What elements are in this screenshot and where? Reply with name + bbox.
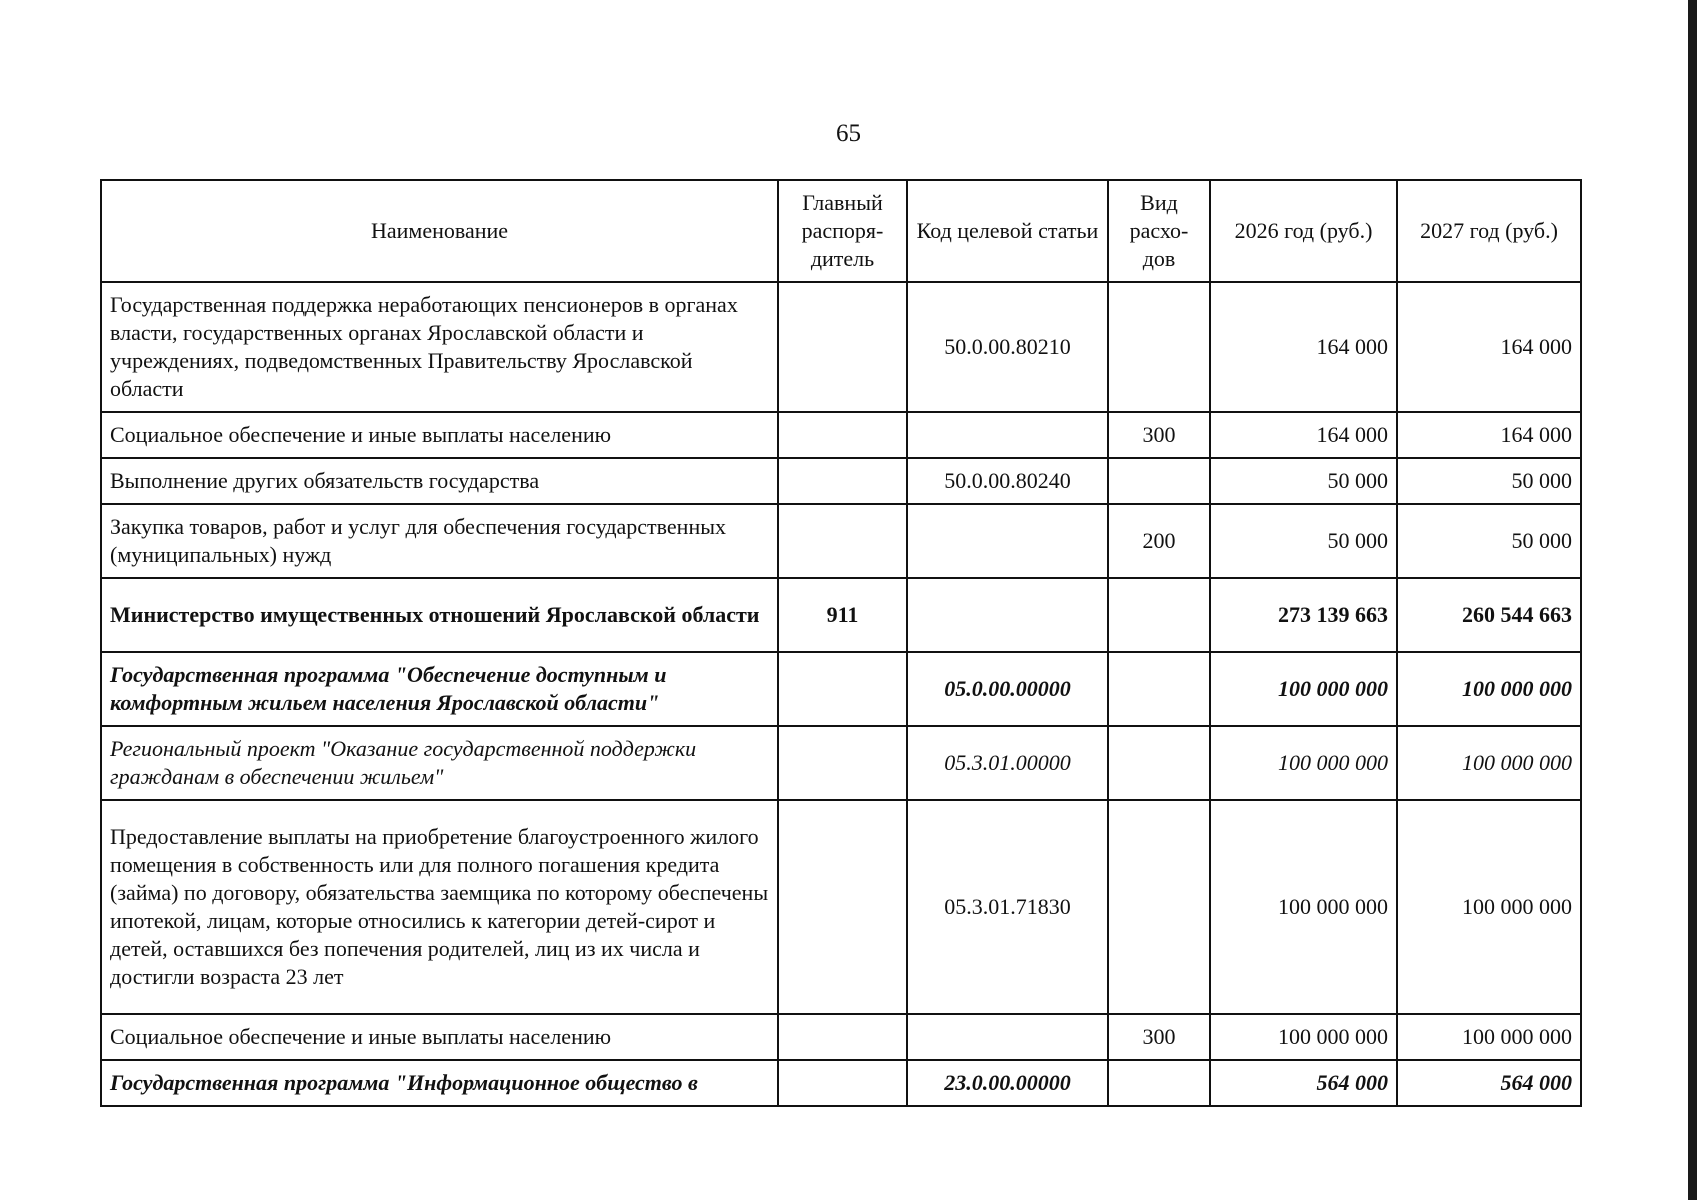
cell-manager: 911 — [778, 578, 907, 652]
cell-2027: 50 000 — [1397, 458, 1581, 504]
cell-manager — [778, 652, 907, 726]
cell-code: 05.0.00.00000 — [907, 652, 1108, 726]
header-code: Код целевой статьи — [907, 180, 1108, 282]
cell-kind — [1108, 282, 1210, 412]
cell-code: 05.3.01.71830 — [907, 800, 1108, 1014]
cell-2027: 164 000 — [1397, 282, 1581, 412]
table-row — [101, 800, 1581, 1014]
table-row — [101, 726, 1581, 800]
cell-2026: 164 000 — [1210, 282, 1397, 412]
table-header-row — [101, 180, 1581, 282]
cell-name: Социальное обеспечение и иные выплаты населению — [101, 1014, 778, 1060]
cell-name: Закупка товаров, работ и услуг для обеспечения государственных (муниципальных) нужд — [101, 504, 778, 578]
cell-kind — [1108, 726, 1210, 800]
cell-manager — [778, 800, 907, 1014]
table-row — [101, 1060, 1581, 1106]
cell-code — [907, 1014, 1108, 1060]
cell-manager — [778, 1060, 907, 1106]
cell-2027: 100 000 000 — [1397, 1014, 1581, 1060]
cell-2027: 50 000 — [1397, 504, 1581, 578]
cell-kind: 300 — [1108, 1014, 1210, 1060]
header-name: Наименование — [101, 180, 778, 282]
cell-2026: 100 000 000 — [1210, 800, 1397, 1014]
cell-2027: 564 000 — [1397, 1060, 1581, 1106]
cell-code — [907, 412, 1108, 458]
cell-code: 23.0.00.00000 — [907, 1060, 1108, 1106]
cell-code: 50.0.00.80210 — [907, 282, 1108, 412]
cell-manager — [778, 282, 907, 412]
cell-name: Выполнение других обязательств государства — [101, 458, 778, 504]
cell-2026: 50 000 — [1210, 504, 1397, 578]
cell-name: Предоставление выплаты на приобретение благоустроенного жилого помещения в собственность или для полного погашения кредита (займа) по договору, обязательства заемщика по которому обеспечены ипотекой, лицам, которые относились к категории детей-сирот и детей, оставшихся без попечения родителей, лиц из их числа и достигли возраста 23 лет — [101, 800, 778, 1014]
cell-name: Региональный проект "Оказание государственной поддержки гражданам в обеспечении жильем" — [101, 726, 778, 800]
cell-manager — [778, 726, 907, 800]
page-edge — [1688, 0, 1697, 1200]
cell-2027: 100 000 000 — [1397, 726, 1581, 800]
table-row — [101, 504, 1581, 578]
table-row — [101, 578, 1581, 652]
cell-kind — [1108, 578, 1210, 652]
table-row — [101, 458, 1581, 504]
cell-2026: 100 000 000 — [1210, 726, 1397, 800]
budget-table — [100, 179, 1582, 1107]
cell-name: Социальное обеспечение и иные выплаты населению — [101, 412, 778, 458]
table-row — [101, 282, 1581, 412]
cell-2027: 100 000 000 — [1397, 800, 1581, 1014]
cell-manager — [778, 504, 907, 578]
header-2026: 2026 год (руб.) — [1210, 180, 1397, 282]
cell-kind — [1108, 800, 1210, 1014]
cell-code — [907, 504, 1108, 578]
cell-manager — [778, 458, 907, 504]
table-row — [101, 652, 1581, 726]
cell-code — [907, 578, 1108, 652]
cell-2027: 260 544 663 — [1397, 578, 1581, 652]
cell-name: Государственная программа "Информационное общество в — [101, 1060, 778, 1106]
cell-kind — [1108, 652, 1210, 726]
cell-2026: 100 000 000 — [1210, 1014, 1397, 1060]
cell-manager — [778, 1014, 907, 1060]
header-kind: Вид расхо-дов — [1108, 180, 1210, 282]
cell-kind: 300 — [1108, 412, 1210, 458]
header-2027: 2027 год (руб.) — [1397, 180, 1581, 282]
cell-2026: 564 000 — [1210, 1060, 1397, 1106]
cell-2026: 50 000 — [1210, 458, 1397, 504]
cell-code: 50.0.00.80240 — [907, 458, 1108, 504]
cell-name: Государственная поддержка неработающих пенсионеров в органах власти, государственных органах Ярославской области и учреждениях, подведомственных Правительству Ярославской области — [101, 282, 778, 412]
cell-2026: 273 139 663 — [1210, 578, 1397, 652]
header-manager: Главный распоря-дитель — [778, 180, 907, 282]
cell-name: Министерство имущественных отношений Ярославской области — [101, 578, 778, 652]
cell-code: 05.3.01.00000 — [907, 726, 1108, 800]
cell-manager — [778, 412, 907, 458]
cell-kind: 200 — [1108, 504, 1210, 578]
cell-kind — [1108, 458, 1210, 504]
cell-2027: 100 000 000 — [1397, 652, 1581, 726]
cell-2026: 164 000 — [1210, 412, 1397, 458]
cell-2027: 164 000 — [1397, 412, 1581, 458]
table-row — [101, 412, 1581, 458]
cell-2026: 100 000 000 — [1210, 652, 1397, 726]
page-number: 65 — [836, 120, 861, 147]
cell-name: Государственная программа "Обеспечение доступным и комфортным жильем населения Ярославской области" — [101, 652, 778, 726]
cell-kind — [1108, 1060, 1210, 1106]
table-row — [101, 1014, 1581, 1060]
